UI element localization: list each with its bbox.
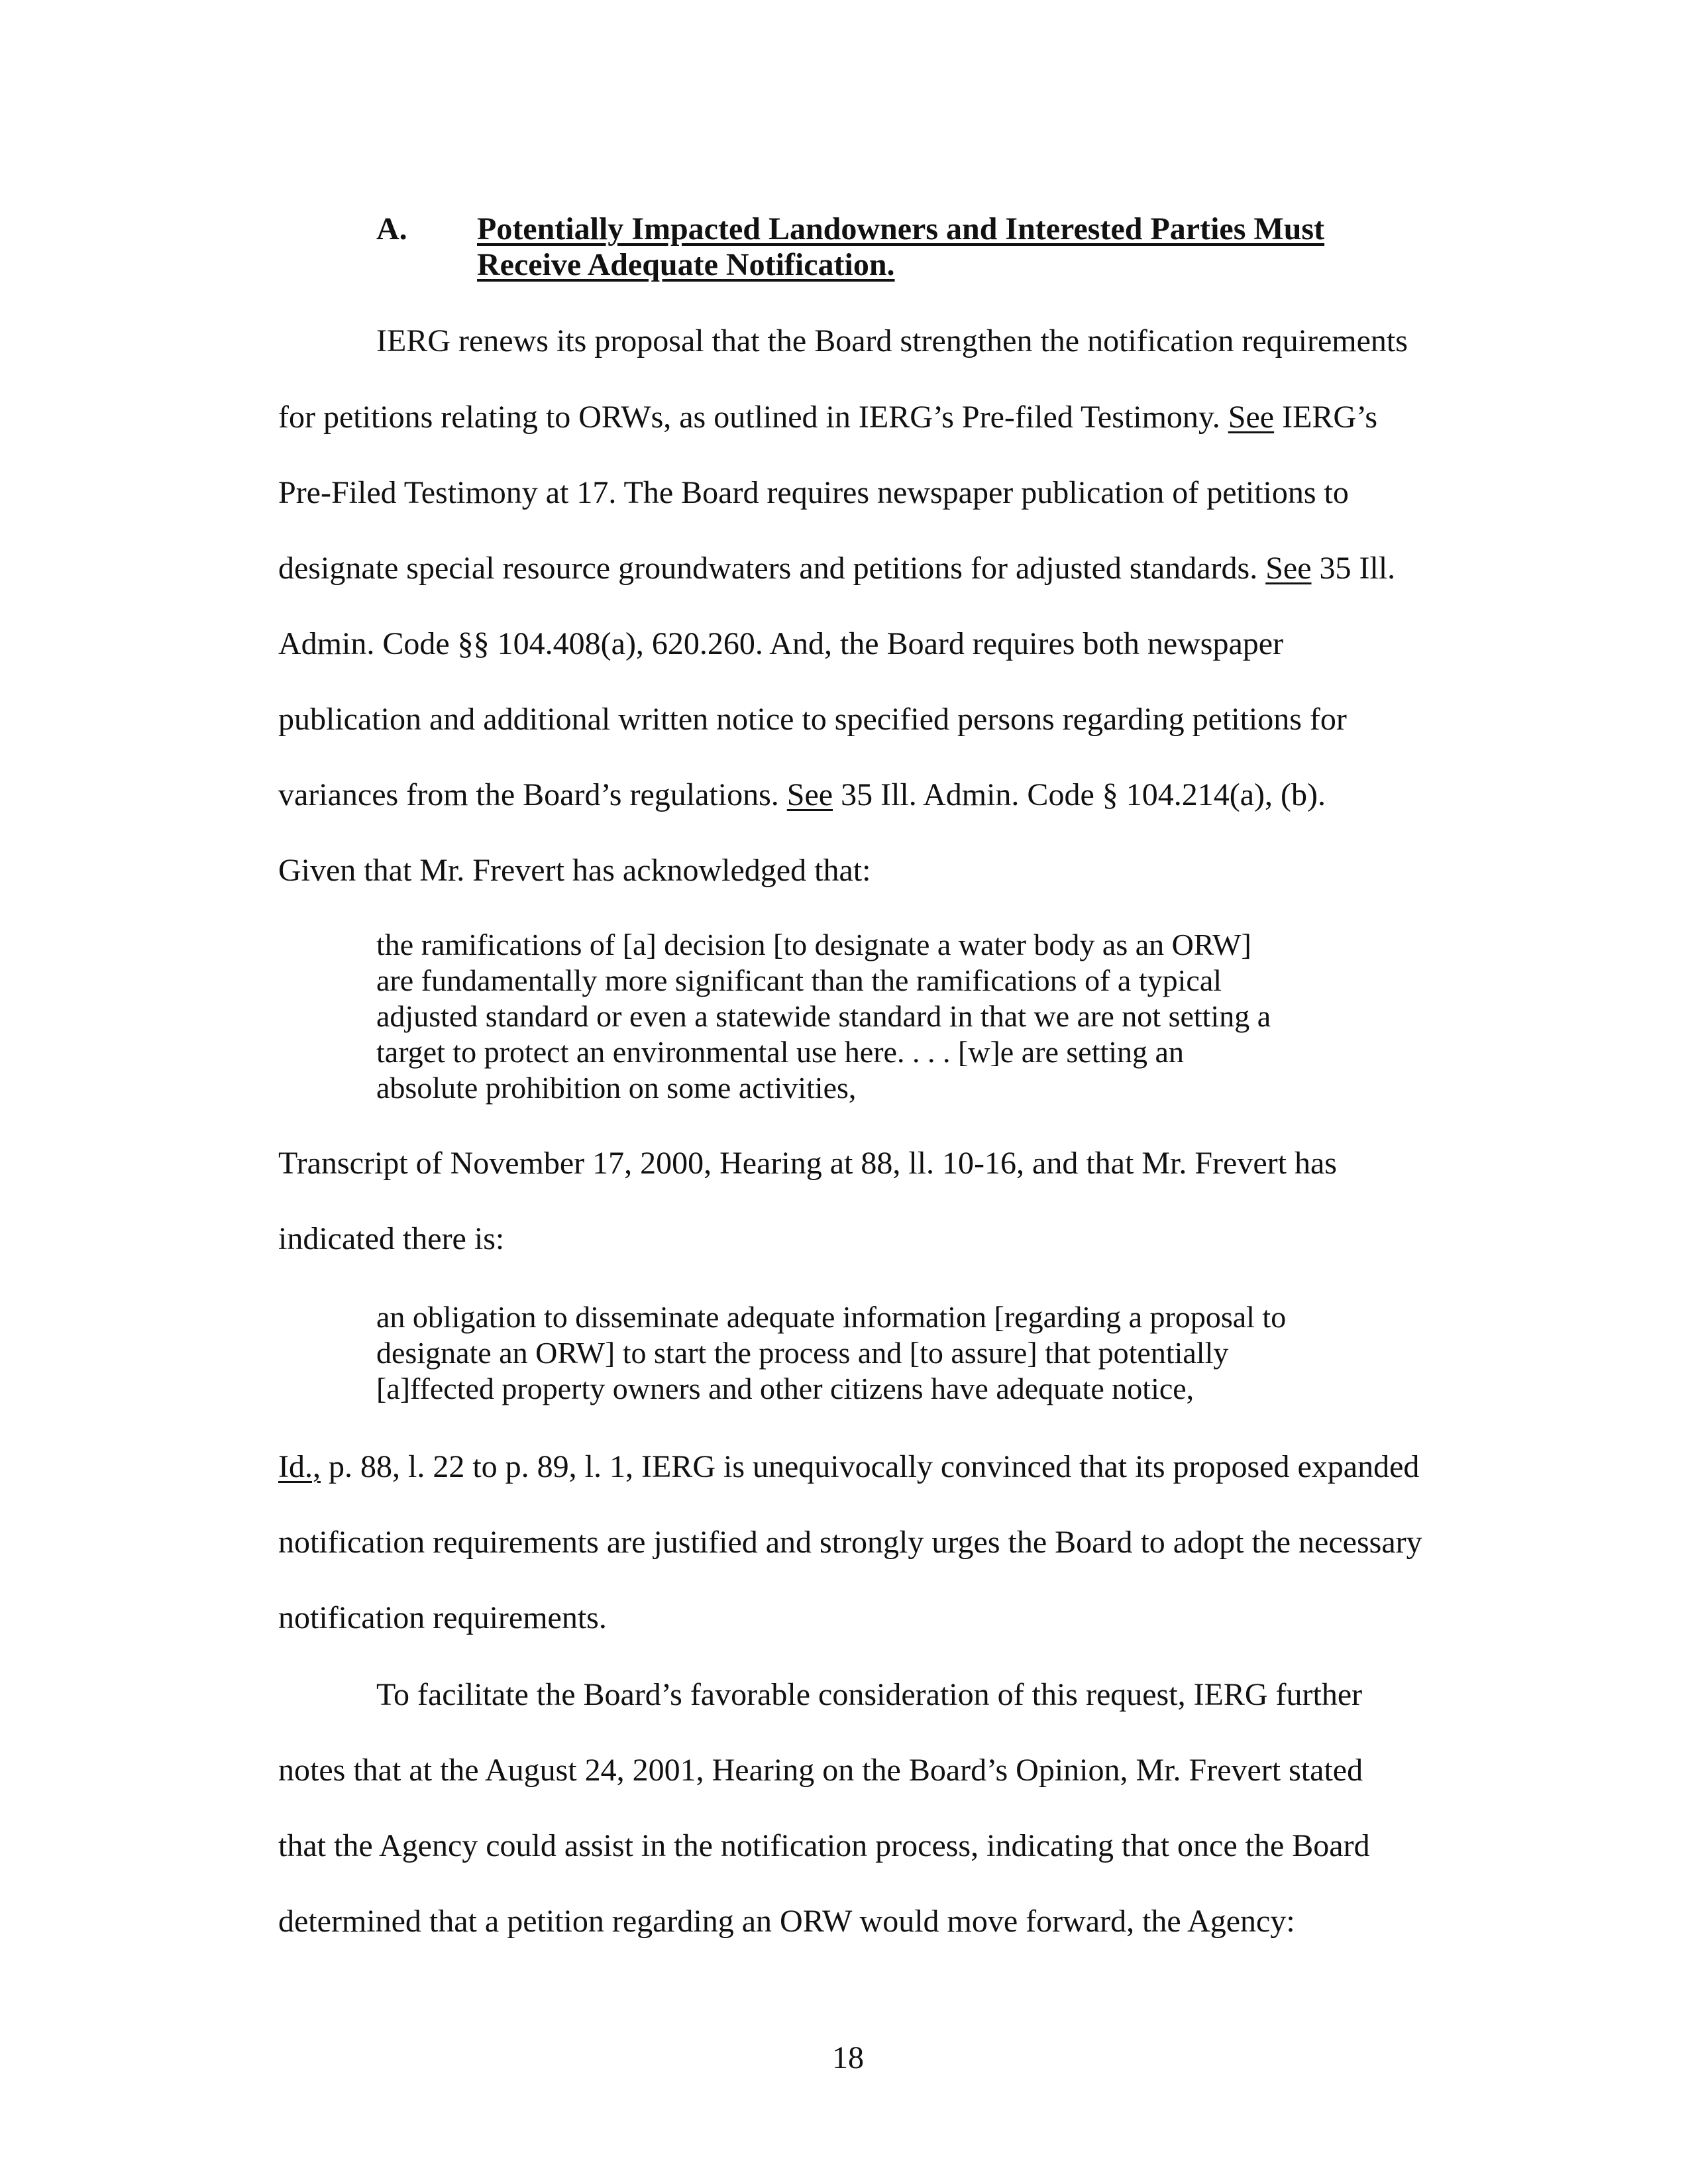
see-citation-signal: See (786, 777, 833, 812)
section-heading-line-2: Receive Adequate Notification. (477, 247, 895, 282)
paragraph-1-line-7 (278, 777, 1326, 814)
block-quote-2-line-3: [a]ffected property owners and other citizens have adequate notice, (376, 1372, 1194, 1405)
paragraph-1-line-7-tail: 35 Ill. Admin. Code § 104.214(a), (b). (833, 777, 1326, 812)
paragraph-3-line-1 (278, 1448, 1419, 1486)
paragraph-1-line-6: publication and additional written notice to specified persons regarding petitions for (278, 702, 1347, 737)
block-quote-1-line-5: absolute prohibition on some activities, (376, 1071, 857, 1105)
id-citation: Id., (278, 1449, 321, 1484)
paragraph-4-line-1: To facilitate the Board’s favorable consideration of this request, IERG further (376, 1677, 1363, 1712)
paragraph-4-line-2: notes that at the August 24, 2001, Hearing on the Board’s Opinion, Mr. Frevert stated (278, 1753, 1363, 1788)
block-quote-1-line-1: the ramifications of [a] decision [to designate a water body as an ORW] (376, 928, 1251, 961)
paragraph-4-line-4: determined that a petition regarding an ORW would move forward, the Agency: (278, 1904, 1295, 1939)
paragraph-2-line-2: indicated there is: (278, 1221, 505, 1256)
paragraph-1-line-1: IERG renews its proposal that the Board strengthen the notification requirements (376, 323, 1408, 358)
paragraph-1-line-5: Admin. Code §§ 104.408(a), 620.260. And, the Board requires both newspaper (278, 626, 1284, 661)
block-quote-1-line-3: adjusted standard or even a statewide standard in that we are not setting a (376, 999, 1271, 1033)
block-quote-1-line-2: are fundamentally more significant than the ramifications of a typical (376, 963, 1222, 997)
paragraph-3-line-3: notification requirements. (278, 1600, 607, 1635)
block-quote-2-line-1: an obligation to disseminate adequate information [regarding a proposal to (376, 1300, 1287, 1334)
section-letter: A. (376, 211, 407, 246)
block-quote-2-line-2: designate an ORW] to start the process and [to assure] that potentially (376, 1336, 1229, 1370)
see-citation-signal: See (1265, 551, 1312, 586)
block-quote-1-line-4: target to protect an environmental use here. . . . [w]e are setting an (376, 1035, 1184, 1069)
paragraph-1-line-4-tail: 35 Ill. (1311, 551, 1396, 586)
paragraph-1-line-2-text: for petitions relating to ORWs, as outlined in IERG’s Pre-filed Testimony. (278, 400, 1228, 435)
paragraph-1-line-2 (278, 399, 1377, 436)
paragraph-3-line-1-tail: p. 88, l. 22 to p. 89, l. 1, IERG is unequivocally convinced that its proposed expanded (320, 1449, 1420, 1484)
paragraph-1-line-4-text: designate special resource groundwaters and petitions for adjusted standards. (278, 551, 1266, 586)
paragraph-2-line-1: Transcript of November 17, 2000, Hearing at 88, ll. 10-16, and that Mr. Frevert has (278, 1146, 1337, 1181)
page-number: 18 (832, 2040, 864, 2075)
paragraph-3-line-2: notification requirements are justified and strongly urges the Board to adopt the necessary (278, 1525, 1422, 1560)
paragraph-1-line-4 (278, 550, 1395, 587)
paragraph-1-line-8: Given that Mr. Frevert has acknowledged that: (278, 853, 871, 888)
see-citation-signal: See (1228, 400, 1275, 435)
paragraph-1-line-3: Pre-Filed Testimony at 17. The Board requires newspaper publication of petitions to (278, 475, 1349, 510)
paragraph-4-line-3: that the Agency could assist in the notification process, indicating that once the Board (278, 1828, 1370, 1863)
section-heading-line-1: Potentially Impacted Landowners and Interested Parties Must (477, 211, 1325, 246)
paragraph-1-line-2-tail: IERG’s (1274, 400, 1378, 435)
paragraph-1-line-7-text: variances from the Board’s regulations. (278, 777, 787, 812)
